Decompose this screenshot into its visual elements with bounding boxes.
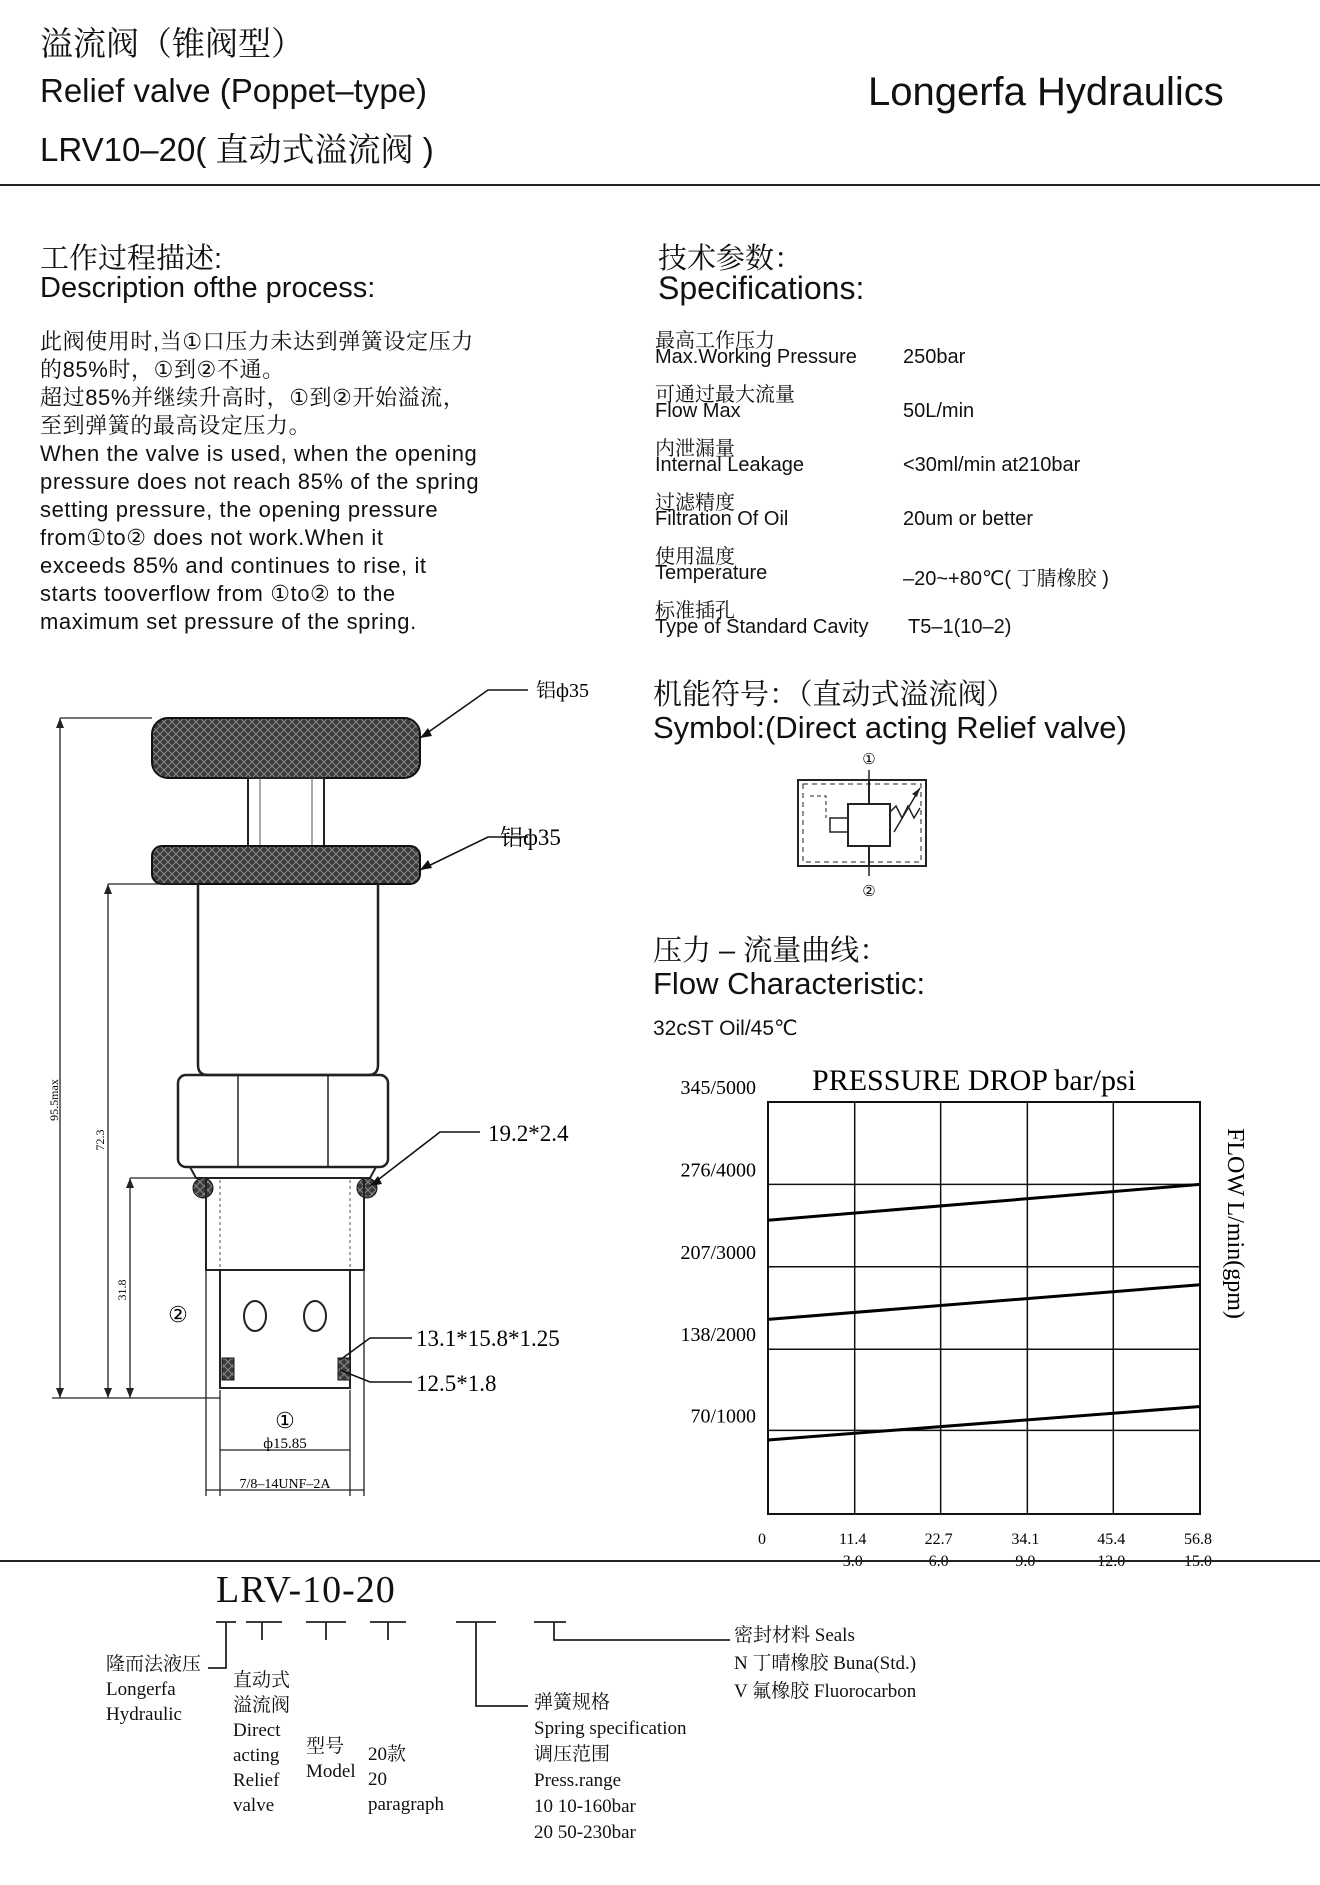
adjust-stem <box>248 778 324 846</box>
symbol-heading-cn: 机能符号：（直动式溢流阀） <box>653 679 1016 711</box>
dim-mid: 72.3 <box>93 1129 107 1151</box>
ordering-model-cn: 型号 <box>306 1736 345 1757</box>
y-tick-label: 138/2000 <box>680 1324 756 1347</box>
series-line-1 <box>768 1184 1200 1220</box>
symbol-port-top: ① <box>862 752 876 768</box>
title-cn: 溢流阀（锥阀型） <box>40 25 304 62</box>
spec-row <box>655 454 1295 485</box>
grid-lines <box>768 1102 1200 1514</box>
ordering-seal-n: N 丁晴橡胶 Buna(Std.) <box>734 1653 917 1674</box>
ordering-model-code: LRV-10-20 <box>216 1569 396 1611</box>
spec-label-cn: 标准插孔 <box>655 600 735 622</box>
top-knob <box>152 718 420 778</box>
spec-label-cn: 使用温度 <box>655 546 735 568</box>
description-line: 至到弹簧的最高设定压力。 <box>40 413 312 438</box>
ordering-range-en: Press.range <box>534 1770 622 1791</box>
description-line: exceeds 85% and continues to rise, it <box>40 553 427 578</box>
ordering-spring-en: Spring specification <box>534 1718 687 1739</box>
description-line: from①to② does not work.When it <box>40 525 384 550</box>
series-line-2 <box>768 1285 1200 1320</box>
x-tick-label-top: 56.8 <box>1184 1531 1212 1548</box>
spec-heading-cn: 技术参数： <box>658 243 804 275</box>
ordering-type <box>233 1668 290 1818</box>
plot-frame <box>768 1102 1200 1514</box>
model-line: LRV10–20( 直动式溢流阀 ) <box>40 131 434 168</box>
flow-heading-en: Flow Characteristic: <box>653 966 926 1001</box>
flow-heading-cn: 压力 – 流量曲线： <box>653 935 889 967</box>
description-heading-en: Description ofthe process: <box>40 272 376 304</box>
oring-bottom-right <box>338 1358 350 1380</box>
description-line: 超过85%并继续升高时，①到②开始溢流， <box>40 385 466 410</box>
spec-label-cn: 最高工作压力 <box>655 330 775 352</box>
symbol-port-bottom: ② <box>862 884 876 900</box>
description-line: 此阀使用时,当①口压力未达到弹簧设定压力 <box>40 329 474 354</box>
side-port-right <box>304 1301 326 1331</box>
ordering-type-en3: Relief <box>233 1770 280 1791</box>
ordering-para-num: 20 <box>368 1769 387 1790</box>
ordering-range-cn: 调压范围 <box>534 1744 611 1765</box>
description-line: 的85%时，①到②不通。 <box>40 357 285 382</box>
series-line-3 <box>768 1407 1200 1440</box>
spec-value: 250bar <box>903 346 966 368</box>
ordering-model <box>306 1734 356 1784</box>
spec-value: <30ml/min at210bar <box>903 454 1081 476</box>
lower-body <box>220 1270 350 1388</box>
spec-value: T5–1(10–2) <box>908 616 1012 638</box>
spec-label-en: Type of Standard Cavity <box>655 616 869 638</box>
chart-ylabel: FLOW L/min(gpm) <box>1222 1128 1248 1319</box>
label-top-knob: 铝ф35 <box>536 680 589 702</box>
dim-diameter: ф15.85 <box>263 1436 307 1452</box>
brand-name: Longerfa Hydraulics <box>868 70 1224 114</box>
y-tick-label: 70/1000 <box>690 1405 756 1428</box>
spec-value: –20~+80℃( 丁腈橡胶 ) <box>903 568 1109 590</box>
ordering-brand-cn: 隆而法液压 <box>106 1654 202 1675</box>
ordering-type-en2: acting <box>233 1745 280 1766</box>
x-tick-label-top: 11.4 <box>839 1531 867 1548</box>
title-en: Relief valve (Poppet–type) <box>40 72 428 109</box>
y-tick-labels <box>680 1077 756 1427</box>
ordering-brand <box>106 1652 201 1727</box>
x-tick-label-top: 22.7 <box>924 1531 953 1548</box>
spec-row <box>655 616 1295 647</box>
ordering-brand-en2: Hydraulic <box>106 1704 182 1725</box>
description-line: pressure does not reach 85% of the spring <box>40 469 480 494</box>
label-oring-top: 19.2*2.4 <box>488 1121 569 1146</box>
x-tick-label-top: 0 <box>758 1531 766 1548</box>
spec-heading-en: Specifications: <box>658 270 865 306</box>
ordering-type-cn2: 溢流阀 <box>233 1695 291 1716</box>
ordering-seals <box>734 1622 916 1706</box>
spec-label-cn: 内泄漏量 <box>655 438 735 460</box>
ordering-range-10: 10 10-160bar <box>534 1796 636 1817</box>
ordering-para-en: paragraph <box>368 1794 444 1815</box>
lock-knob <box>152 846 420 884</box>
relief-valve-symbol <box>780 748 940 904</box>
description-heading-cn: 工作过程描述: <box>40 243 223 275</box>
side-port-left <box>244 1301 266 1331</box>
chart-title: PRESSURE DROP bar/psi <box>812 1064 1136 1097</box>
ordering-type-cn1: 直动式 <box>233 1670 291 1691</box>
spec-value: 20um or better <box>903 508 1034 530</box>
ordering-type-en1: Direct <box>233 1720 281 1741</box>
spec-row <box>655 508 1295 539</box>
spec-row <box>655 400 1295 431</box>
spec-table <box>655 324 1295 647</box>
port-2-label: ② <box>168 1302 188 1327</box>
label-oring-bottom: 12.5*1.8 <box>416 1371 497 1396</box>
thread-section <box>206 1178 364 1270</box>
spec-row <box>655 346 1295 377</box>
ordering-model-en: Model <box>306 1761 356 1782</box>
spec-value: 50L/min <box>903 400 975 422</box>
spec-label-cn: 过滤精度 <box>655 492 735 514</box>
label-lock-knob: 铝ф35 <box>500 825 561 850</box>
description-line: setting pressure, the opening pressure <box>40 497 439 522</box>
ordering-brand-en1: Longerfa <box>106 1679 176 1700</box>
dim-low: 31.8 <box>115 1279 129 1301</box>
oring-bottom-left <box>222 1358 234 1380</box>
valve-cross-section <box>40 670 660 1510</box>
header-divider <box>0 184 1320 186</box>
y-tick-label: 276/4000 <box>680 1159 756 1182</box>
ordering-seal-v: V 氟橡胶 Fluorocarbon <box>734 1681 917 1702</box>
series-lines <box>768 1184 1200 1440</box>
ordering-para-cn: 20款 <box>368 1744 407 1765</box>
description-line: maximum set pressure of the spring. <box>40 609 417 634</box>
flow-chart <box>640 1050 1260 1548</box>
y-tick-label: 207/3000 <box>680 1241 756 1264</box>
y-tick-label: 345/5000 <box>680 1077 756 1099</box>
spec-label-en: Internal Leakage <box>655 454 805 476</box>
ordering-spring <box>534 1690 687 1846</box>
label-backup-ring: 13.1*15.8*1.25 <box>416 1326 560 1351</box>
symbol-heading-en: Symbol:(Direct acting Relief valve) <box>653 710 1127 745</box>
hex-nut <box>178 1075 388 1167</box>
description-line: When the valve is used, when the opening <box>40 441 478 466</box>
flow-oil-note: 32cST Oil/45℃ <box>653 1017 798 1040</box>
oring-top-left <box>193 1178 213 1198</box>
description-line: starts tooverflow from ①to② to the <box>40 581 396 606</box>
dim-thread: 7/8–14UNF–2A <box>239 1477 331 1492</box>
ordering-seals-title: 密封材料 Seals <box>734 1625 855 1646</box>
ordering-paragraph <box>368 1742 444 1817</box>
x-tick-label-top: 34.1 <box>1011 1531 1040 1548</box>
spec-label-cn: 可通过最大流量 <box>655 384 795 406</box>
ordering-range-20: 20 50-230bar <box>534 1822 636 1843</box>
port-1-label: ① <box>275 1408 295 1433</box>
spec-label-en: Temperature <box>655 562 768 584</box>
spec-label-en: Filtration Of Oil <box>655 508 789 530</box>
x-tick-label-top: 45.4 <box>1097 1531 1126 1548</box>
spec-label-en: Max.Working Pressure <box>655 346 857 368</box>
description-text <box>40 328 479 636</box>
ordering-spring-cn: 弹簧规格 <box>534 1692 611 1713</box>
dim-overall: 95.5max <box>47 1079 61 1121</box>
ordering-type-en4: valve <box>233 1795 275 1816</box>
valve-body <box>198 884 378 1075</box>
spec-label-en: Flow Max <box>655 400 741 422</box>
spec-row <box>655 562 1295 593</box>
